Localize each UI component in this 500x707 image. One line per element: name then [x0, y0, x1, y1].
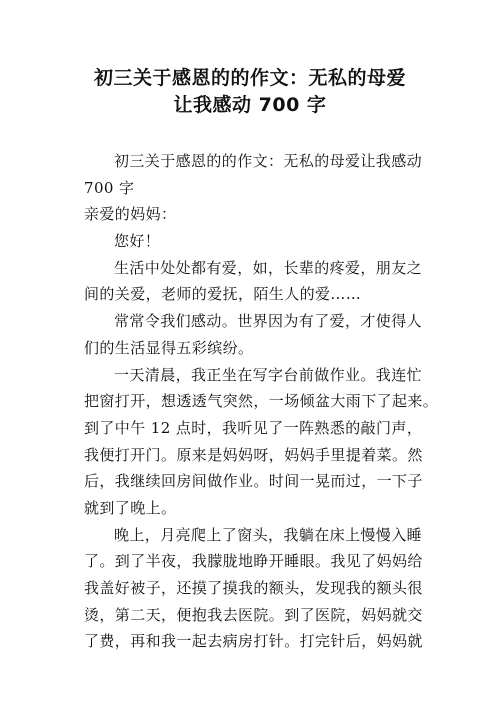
body-line: 700 字	[84, 178, 135, 197]
body-line: 初三关于感恩的的作文：无私的母爱让我感动	[114, 152, 423, 170]
body-line: 烫，第二天，便抱我去医院。到了医院，妈妈就交	[84, 605, 423, 624]
body-line: 间的关爱，老师的爱抚，陌生人的爱……	[84, 285, 362, 304]
body-line: 生活中处处都有爱，如，长辈的疼爱，朋友之	[114, 258, 423, 277]
body-line: 您好！	[114, 232, 161, 251]
body-line: 后，我继续回房间做作业。时间一晃而过，一下子	[84, 472, 423, 491]
body-line: 晚上，月亮爬上了窗头，我躺在床上慢慢入睡	[114, 525, 423, 544]
body-line: 了费，再和我一起去病房打针。打完针后，妈妈就	[84, 632, 423, 651]
body-line: 一天清晨，我正坐在写字台前做作业。我连忙	[114, 365, 423, 384]
body-line: 把窗打开，想透透气突然，一场倾盆大雨下了起来。	[84, 392, 439, 411]
document-title-line-2: 让我感动 700 字	[173, 94, 327, 116]
body-line: 我盖好被子，还摸了摸我的额头，发现我的额头很	[84, 579, 423, 597]
document-title-line-1: 初三关于感恩的的作文：无私的母爱	[93, 67, 406, 89]
body-line: 亲爱的妈妈：	[84, 205, 177, 224]
document-body	[84, 148, 439, 655]
body-line: 我便打开门。原来是妈妈呀，妈妈手里提着菜。然	[84, 445, 423, 464]
body-line: 就到了晚上。	[84, 498, 177, 517]
body-line: 们的生活显得五彩缤纷。	[84, 338, 254, 357]
body-line: 了。到了半夜，我朦胧地睁开睡眼。我见了妈妈给	[84, 552, 423, 571]
body-line: 到了中午 12 点时，我听见了一阵熟悉的敲门声，	[84, 418, 423, 437]
body-line: 常常令我们感动。世界因为有了爱，才使得人	[114, 312, 423, 331]
